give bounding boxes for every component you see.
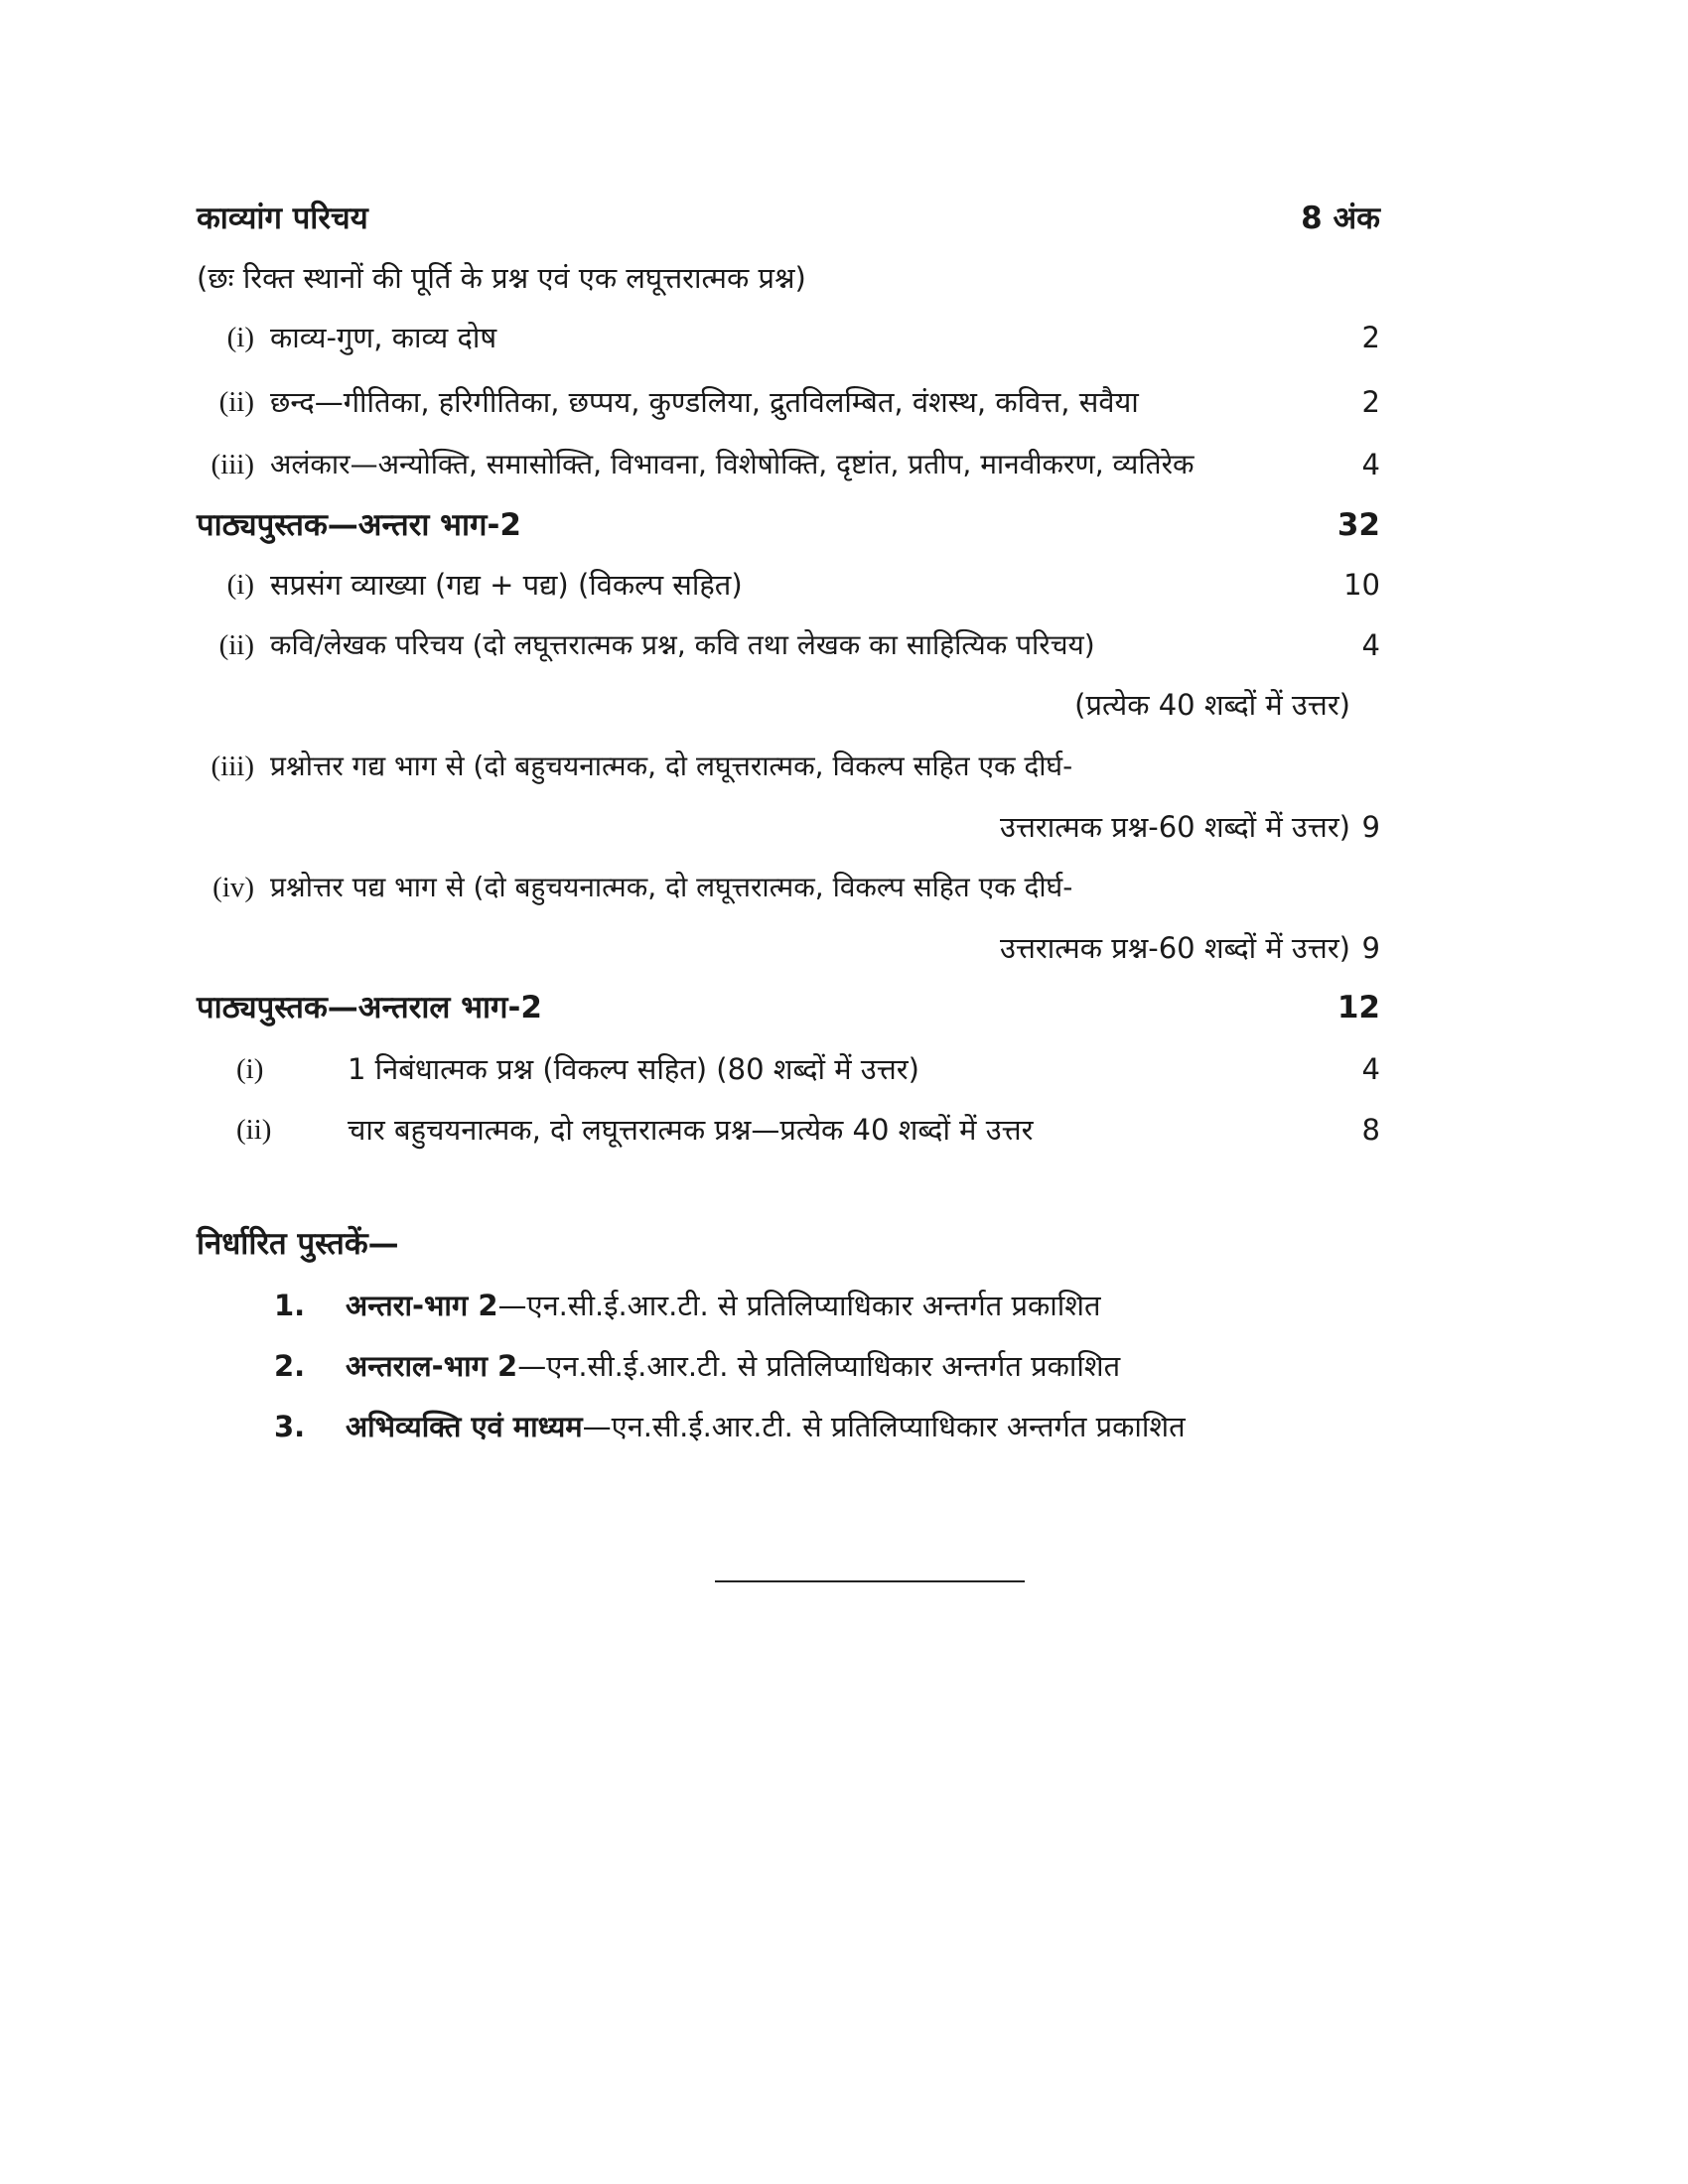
section-antara-heading — [197, 503, 1380, 547]
book-publisher: —एन.सी.ई.आर.टी. से प्रतिलिप्याधिकार अन्तर्गत प्रकाशित — [582, 1410, 1186, 1443]
item-number: (iii) — [211, 449, 254, 480]
item-text: काव्य-गुण, काव्य दोष — [270, 321, 497, 354]
item-text: अलंकार—अन्योक्ति, समासोक्ति, विभावना, विशेषोक्ति, दृष्टांत, प्रतीप, मानवीकरण, व्यतिरेक — [270, 448, 1195, 480]
section-antaral-heading — [197, 986, 1380, 1029]
section-marks: 8 अंक — [1301, 201, 1380, 236]
item-text: छन्द—गीतिका, हरिगीतिका, छप्पय, कुण्डलिया, द्रुतविलम्बित, वंशस्थ, कवित्त, सवैया — [270, 385, 1139, 419]
book-name: अन्तरा-भाग 2 — [346, 1289, 498, 1322]
item-text: प्रश्नोत्तर गद्य भाग से (दो बहुचयनात्मक, दो लघूत्तरात्मक, विकल्प सहित एक दीर्घ- — [270, 750, 1073, 782]
item-text: कवि/लेखक परिचय (दो लघूत्तरात्मक प्रश्न, कवि तथा लेखक का साहित्यिक परिचय) — [270, 628, 1095, 661]
continuation-text: उत्तरात्मक प्रश्न-60 शब्दों में उत्तर) — [999, 931, 1350, 965]
item-continuation — [197, 805, 1380, 849]
section-marks: 32 — [1336, 507, 1380, 543]
item-number: (i) — [226, 322, 254, 353]
item-marks: 8 — [1361, 1113, 1380, 1147]
book-number: 3. — [274, 1410, 306, 1443]
section-note — [197, 256, 1380, 300]
item-text: 1 निबंधात्मक प्रश्न (विकल्प सहित) (80 शब्दों में उत्तर) — [348, 1052, 919, 1086]
continuation-text: उत्तरात्मक प्रश्न-60 शब्दों में उत्तर) — [999, 810, 1350, 844]
section-title: पाठ्यपुस्तक—अन्तराल भाग-2 — [197, 990, 542, 1025]
item-marks: 10 — [1343, 568, 1380, 602]
item-number: (ii) — [218, 629, 254, 661]
item-number: (ii) — [236, 1114, 272, 1146]
item-marks: 4 — [1361, 1052, 1380, 1086]
item-continuation — [197, 926, 1380, 970]
list-item — [197, 866, 1380, 909]
book-publisher: —एन.सी.ई.आर.टी. से प्रतिलिप्याधिकार अन्तर्गत प्रकाशित — [497, 1289, 1101, 1322]
book-publisher: —एन.सी.ई.आर.टी. से प्रतिलिप्याधिकार अन्तर्गत प्रकाशित — [517, 1349, 1121, 1383]
item-marks: 2 — [1361, 321, 1380, 354]
item-text: सप्रसंग व्याख्या (गद्य + पद्य) (विकल्प सहित) — [270, 568, 743, 602]
item-text: चार बहुचयनात्मक, दो लघूत्तरात्मक प्रश्न—प्रत्येक 40 शब्दों में उत्तर — [348, 1113, 1034, 1147]
item-marks: 9 — [1361, 810, 1380, 844]
book-text — [346, 1405, 1186, 1448]
section-title: निर्धारित पुस्तकें— — [197, 1226, 399, 1262]
list-item — [197, 745, 1380, 788]
section-title: पाठ्यपुस्तक—अन्तरा भाग-2 — [197, 507, 521, 543]
list-item — [197, 316, 1380, 359]
item-marks: 9 — [1361, 931, 1380, 965]
item-continuation — [197, 683, 1380, 727]
note-text: (छः रिक्त स्थानों की पूर्ति के प्रश्न एवं एक लघूत्तरात्मक प्रश्न) — [197, 261, 806, 295]
section-title: काव्यांग परिचय — [197, 201, 368, 236]
item-number: (ii) — [218, 386, 254, 418]
book-text — [346, 1284, 1101, 1327]
section-marks: 12 — [1336, 990, 1380, 1025]
section-kavyang-heading — [197, 197, 1380, 240]
book-text — [346, 1344, 1120, 1388]
item-number: (i) — [226, 569, 254, 601]
book-name: अन्तराल-भाग 2 — [346, 1349, 518, 1383]
item-marks: 4 — [1361, 628, 1380, 662]
list-item — [197, 623, 1380, 667]
book-number: 1. — [274, 1289, 306, 1322]
list-item — [197, 443, 1380, 486]
item-number: (i) — [236, 1053, 264, 1085]
book-item — [197, 1344, 1380, 1388]
item-marks: 2 — [1361, 385, 1380, 419]
end-divider — [715, 1580, 1025, 1582]
item-text: प्रश्नोत्तर पद्य भाग से (दो बहुचयनात्मक, दो लघूत्तरात्मक, विकल्प सहित एक दीर्घ- — [270, 871, 1073, 903]
item-number: (iv) — [212, 872, 254, 903]
item-marks: 4 — [1361, 448, 1380, 481]
item-number: (iii) — [211, 751, 254, 782]
book-item — [197, 1405, 1380, 1448]
list-item — [197, 380, 1380, 424]
list-item — [197, 1047, 1380, 1091]
books-heading — [197, 1222, 1380, 1266]
continuation-text: (प्रत्येक 40 शब्दों में उत्तर) — [1074, 688, 1350, 722]
list-item — [197, 1108, 1380, 1152]
book-name: अभिव्यक्ति एवं माध्यम — [346, 1410, 583, 1443]
book-item — [197, 1284, 1380, 1327]
book-number: 2. — [274, 1349, 306, 1383]
list-item — [197, 563, 1380, 607]
